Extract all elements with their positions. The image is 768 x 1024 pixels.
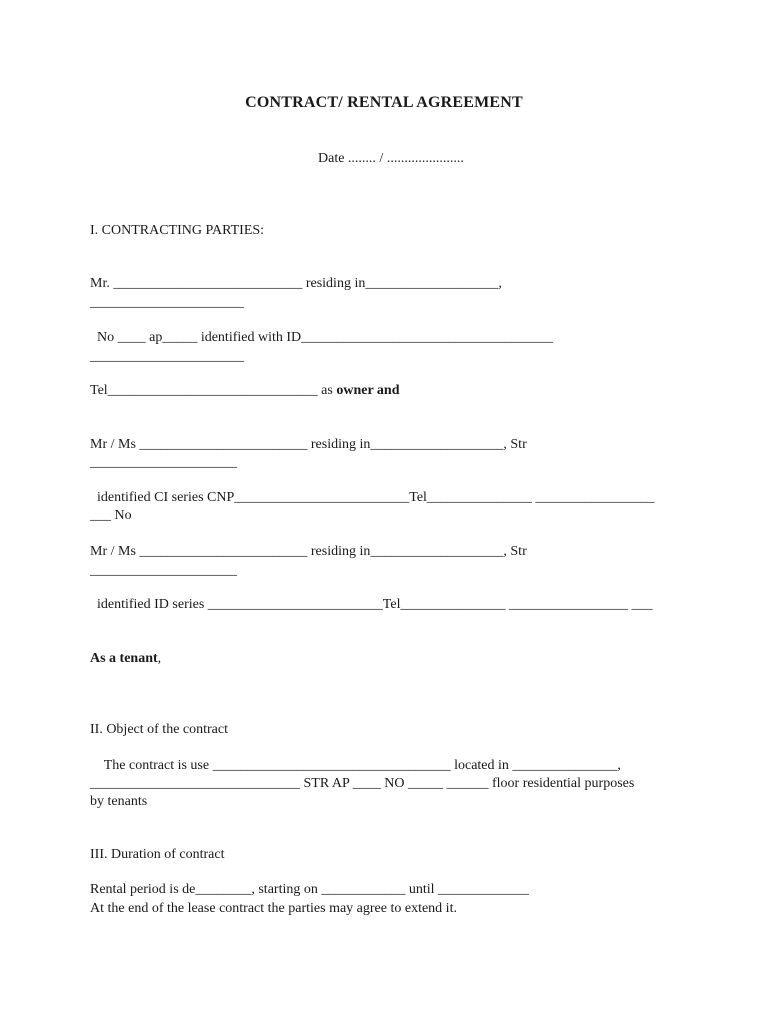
tenant2-line-1: Mr / Ms ________________________ residing in___________________, Str [90, 544, 527, 559]
section-heading-parties: I. CONTRACTING PARTIES: [90, 223, 265, 238]
tenant-role-suffix: , [157, 651, 162, 666]
owner-tel-line [90, 383, 400, 399]
owner-line-4: ______________________ [90, 349, 244, 364]
document-title: CONTRACT/ RENTAL AGREEMENT [245, 94, 523, 111]
tenant2-line-3: identified ID series _________________________Tel_______________ _________________ ___ [90, 597, 653, 612]
duration-line-2: At the end of the lease contract the parties may agree to extend it. [90, 901, 457, 916]
duration-line-1: Rental period is de________, starting on ____________ until _____________ [90, 882, 530, 897]
tenant1-line-3: identified CI series CNP_________________________Tel_______________ _________________ [90, 490, 655, 505]
tenant1-line-1: Mr / Ms ________________________ residing in___________________, Str [90, 437, 527, 452]
tenant1-line-2: _____________________ [90, 455, 237, 470]
date-line: Date ........ / ...................... [318, 151, 464, 166]
owner-role: owner and [336, 383, 400, 398]
section-heading-duration: III. Duration of contract [90, 847, 225, 862]
object-line-3: by tenants [90, 794, 148, 809]
tenant-role-line [90, 651, 161, 667]
object-line-2: ______________________________ STR AP ____ NO _____ ______ floor residential purposes [90, 776, 635, 791]
tenant2-line-2: _____________________ [90, 563, 237, 578]
object-line-1: The contract is use __________________________________ located in _______________, [90, 758, 621, 773]
owner-line-3: No ____ ap_____ identified with ID____________________________________ [90, 330, 554, 345]
section-heading-object: II. Object of the contract [90, 722, 228, 737]
owner-tel-text: Tel______________________________ as [90, 383, 337, 398]
tenant-role: As a tenant [90, 651, 158, 666]
owner-line-1: Mr. ___________________________ residing in___________________, [90, 276, 502, 291]
tenant1-line-4: ___ No [90, 508, 132, 523]
owner-line-2: ______________________ [90, 295, 244, 310]
